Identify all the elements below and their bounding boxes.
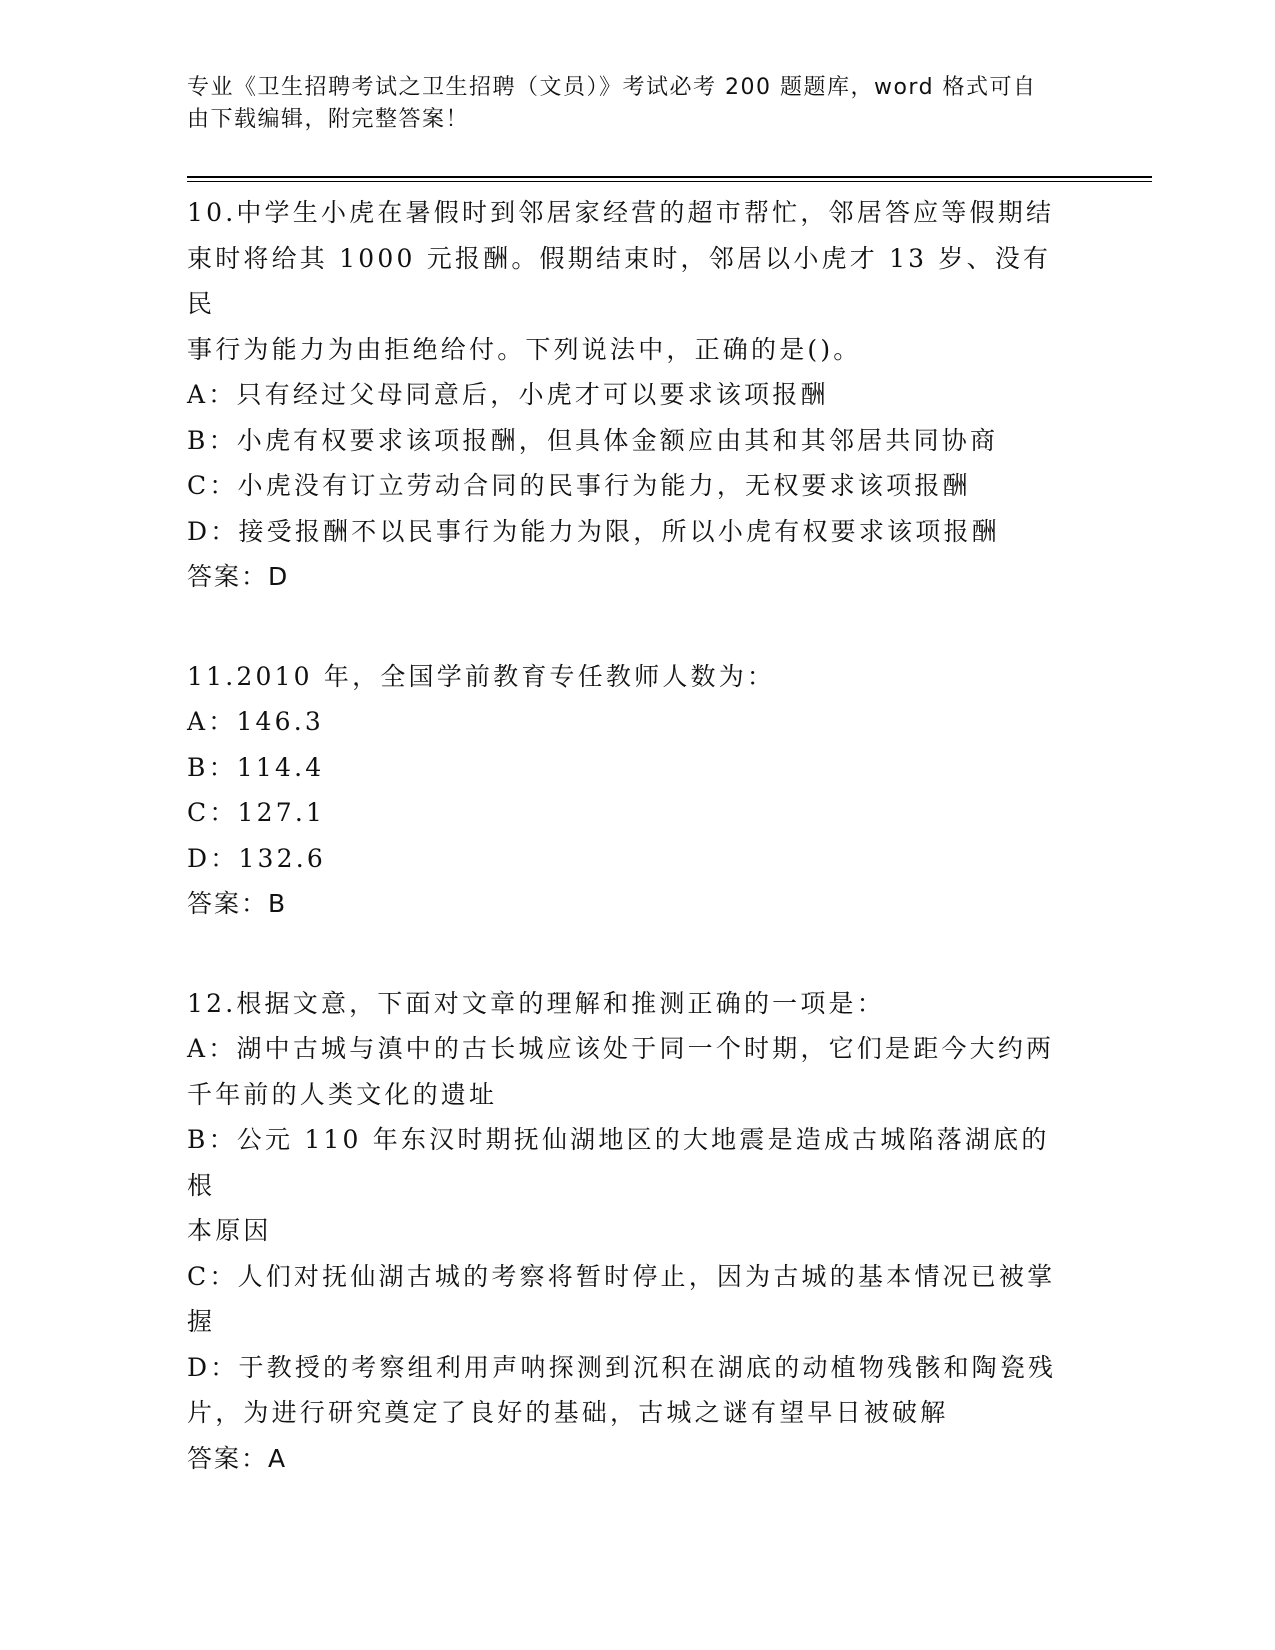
question-stem-line: 束时将给其 1000 元报酬。假期结束时，邻居以小虎才 13 岁、没有民 <box>187 243 1052 318</box>
answer-label: 答案：D <box>187 562 290 591</box>
question-stem-line: 12.根据文意，下面对文章的理解和推测正确的一项是： <box>187 988 885 1018</box>
answer-label: 答案：A <box>187 1443 288 1473</box>
question-stem-line: 10.中学生小虎在暑假时到邻居家经营的超市帮忙，邻居答应等假期结 <box>187 198 1055 227</box>
option-d: D：132.6 <box>187 843 327 873</box>
question-list <box>187 190 1077 1535</box>
question-stem-line: 事行为能力为由拒绝给付。下列说法中，正确的是()。 <box>187 334 862 364</box>
option-a: A：146.3 <box>187 707 325 736</box>
option-c: C：小虎没有订立劳动合同的民事行为能力，无权要求该项报酬 <box>187 471 971 500</box>
document-header <box>187 72 1077 136</box>
option-c: C：127.1 <box>187 798 326 827</box>
option-b: B：公元 110 年东汉时期抚仙湖地区的大地震是造成古城陷落湖底的根 <box>187 1125 1050 1200</box>
answer-label: 答案：B <box>187 889 288 918</box>
option-d-continued: 片，为进行研究奠定了良好的基础，古城之谜有望早日被破解 <box>187 1398 949 1427</box>
header-line-1: 专业《卫生招聘考试之卫生招聘（文员）》考试必考 200 题题库，word 格式可自 <box>187 75 1037 100</box>
option-b: B：小虎有权要求该项报酬，但具体金额应由其和其邻居共同协商 <box>187 425 999 455</box>
question-stem-line: 11.2010 年，全国学前教育专任教师人数为： <box>187 661 776 691</box>
option-c: C：人们对抚仙湖古城的考察将暂时停止，因为古城的基本情况已被掌 <box>187 1261 1056 1291</box>
option-a: A：只有经过父母同意后，小虎才可以要求该项报酬 <box>187 380 829 409</box>
option-b: B：114.4 <box>187 752 325 782</box>
header-rule-thin <box>187 181 1152 182</box>
option-c-continued: 握 <box>187 1307 216 1336</box>
question-10 <box>187 190 1077 600</box>
question-12 <box>187 981 1077 1482</box>
header-line-2: 由下载编辑，附完整答案！ <box>187 107 470 132</box>
option-d: D：于教授的考察组利用声呐探测到沉积在湖底的动植物残骸和陶瓷残 <box>187 1352 1057 1382</box>
header-rule-thick <box>187 176 1152 178</box>
option-b-continued: 本原因 <box>187 1216 272 1245</box>
option-a: A：湖中古城与滇中的古长城应该处于同一个时期，它们是距今大约两 <box>187 1034 1055 1063</box>
option-d: D：接受报酬不以民事行为能力为限，所以小虎有权要求该项报酬 <box>187 516 1000 546</box>
question-11 <box>187 654 1077 927</box>
option-a-continued: 千年前的人类文化的遗址 <box>187 1079 498 1109</box>
